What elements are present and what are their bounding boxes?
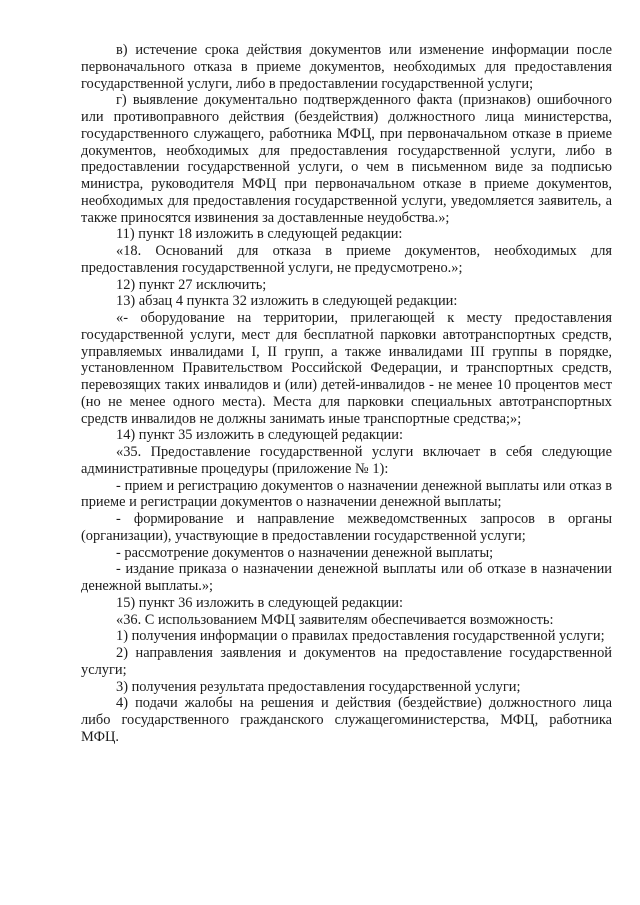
paragraph-clause-36: «36. С использованием МФЦ заявителям обеспечивается возможность: xyxy=(116,611,554,628)
paragraph-point-11: 11) пункт 18 изложить в следующей редакции: xyxy=(116,226,403,243)
paragraph-clause-35: «35. Предоставление государственной услуги включает в себя следующие административные процедуры (приложение № 1): xyxy=(81,444,612,477)
paragraph-procedure-4: - издание приказа о назначении денежной выплаты или об отказе в назначении денежной выплаты.»; xyxy=(81,561,612,594)
paragraph-procedure-3: - рассмотрение документов о назначении денежной выплаты; xyxy=(116,544,494,561)
paragraph-parking: «- оборудование на территории, прилегающей к месту предоставления государственной услуги, мест для бесплатной парковки автотранспортных средств, управляемых инвалидами I, II групп, а также инвалидами III группы в порядке, установленном Правительством Российской Федерации, и транспортных средств, перевозящих таких инвалидов и (или) детей-инвалидов - не менее 10 процентов мест (но не менее одного места). Места для парковки специальных автотранспортных средств инвалидов не должны занимать иные транспортные средства;»; xyxy=(81,310,612,427)
paragraph-clause-18: «18. Оснований для отказа в приеме документов, необходимых для предоставления государственной услуги, не предусмотрено.»; xyxy=(81,243,612,276)
paragraph-mfc-1: 1) получения информации о правилах предоставления государственной услуги; xyxy=(116,628,605,645)
paragraph-point-12: 12) пункт 27 исключить; xyxy=(116,276,267,293)
paragraph-procedure-2: - формирование и направление межведомственных запросов в органы (организации), участвующие в предоставлении государственной услуги; xyxy=(81,511,612,544)
paragraph-point-13: 13) абзац 4 пункта 32 изложить в следующей редакции: xyxy=(116,293,458,310)
paragraph-item-v: в) истечение срока действия документов или изменение информации после первоначального отказа в приеме документов, необходимых для предоставления государственной услуги, либо в предоставлении государственной услуги; xyxy=(81,42,612,92)
paragraph-mfc-2: 2) направления заявления и документов на предоставление государственной услуги; xyxy=(81,645,612,678)
paragraph-procedure-1: - прием и регистрацию документов о назначении денежной выплаты или отказ в приеме и регистрации документов о назначении денежной выплаты; xyxy=(81,477,612,511)
paragraph-mfc-3: 3) получения результата предоставления государственной услуги; xyxy=(116,678,521,695)
paragraph-point-15: 15) пункт 36 изложить в следующей редакции: xyxy=(116,594,403,611)
paragraph-mfc-4: 4) подачи жалобы на решения и действия (бездействие) должностного лица либо государственного гражданского служащегоминистерства, МФЦ, работника МФЦ. xyxy=(81,695,612,745)
paragraph-item-g: г) выявление документально подтвержденного факта (признаков) ошибочного или противоправного действия (бездействия) должностного лица министерства, государственного служащего, работника МФЦ, при первоначальном отказе в приеме документов, необходимых для предоставления государственной услуги, либо в предоставлении государственной услуги, о чем в письменном виде за подписью министра, руководителя МФЦ при первоначальном отказе в приеме документов, необходимых для предоставления государственной услуги, уведомляется заявитель, а также приносятся извинения за доставленные неудобства.»; xyxy=(81,92,612,226)
paragraph-point-14: 14) пункт 35 изложить в следующей редакции: xyxy=(116,427,403,444)
